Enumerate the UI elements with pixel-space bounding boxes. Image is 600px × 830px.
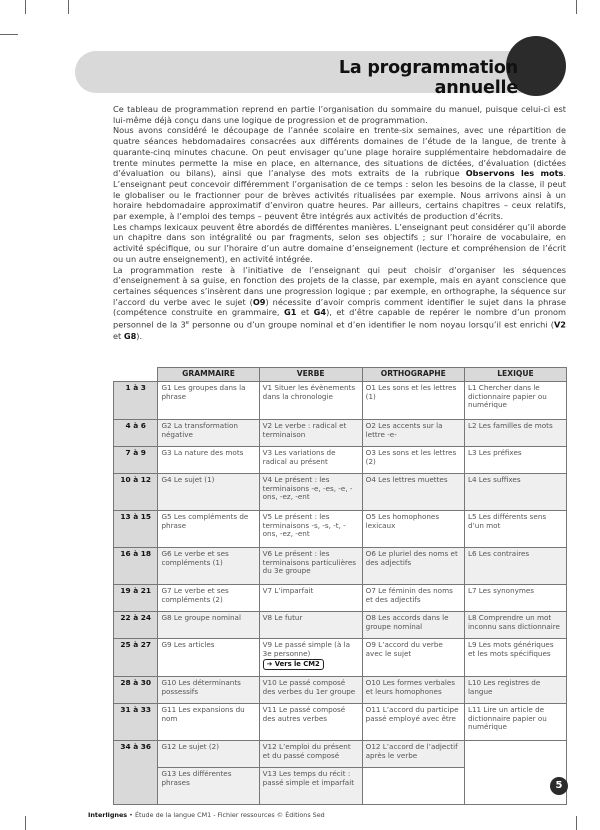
orthographe-cell: O8 Les accords dans le groupe nominal: [362, 612, 464, 639]
verbe-text: V9 Le passé simple (à la 3e personne): [262, 640, 351, 658]
grammaire-cell: G11 Les expansions du nom: [158, 704, 259, 741]
lexique-cell: L4 Les suffixes: [464, 474, 566, 511]
intro-paragraph: Les champs lexicaux peuvent être abordés de différentes manières. L’enseignant peut considérer qu’il aborde un chapitre dans son intégralité ou par fragments, selon ses objectifs ; sur l’horaire de vocabulaire, en activité spécifique, ou sur l’horaire d’un autre domaine d’enseignement (lecture et compréhension de l’écrit ou un autre enseignement), en activité intégrée.: [113, 221, 566, 264]
page-title: La programmation annuelle: [338, 58, 518, 98]
weeks-cell: 10 à 12: [114, 474, 158, 511]
table-row: [114, 639, 567, 677]
orthographe-cell: O5 Les homophones lexicaux: [362, 511, 464, 548]
orthographe-cell: O9 L’accord du verbe avec le sujet: [362, 639, 464, 677]
verbe-cell: V1 Situer les évènements dans la chronologie: [259, 382, 362, 420]
verbe-cell: [259, 639, 362, 677]
verbe-cell: V2 Le verbe : radical et terminaison: [259, 420, 362, 447]
orthographe-cell: O12 L’accord de l’adjectif après le verbe: [362, 741, 464, 768]
verbe-cell: V10 Le passé composé des verbes du 1er groupe: [259, 677, 362, 704]
lexique-cell: [464, 741, 566, 805]
header-corner: [114, 368, 158, 382]
intro-text: [113, 104, 566, 341]
crop-mark: [25, 816, 26, 830]
orthographe-cell: O7 Le féminin des noms et des adjectifs: [362, 585, 464, 612]
table-row: [114, 585, 567, 612]
crop-mark: [576, 0, 577, 14]
table-row: [114, 382, 567, 420]
grammaire-cell: G3 La nature des mots: [158, 447, 259, 474]
orthographe-cell: [362, 768, 464, 805]
verbe-cell: V3 Les variations de radical au présent: [259, 447, 362, 474]
lexique-cell: L3 Les préfixes: [464, 447, 566, 474]
orthographe-cell: O4 Les lettres muettes: [362, 474, 464, 511]
verbe-cell: V4 Le présent : les terminaisons -e, -es, -e, -ons, -ez, -ent: [259, 474, 362, 511]
intro-paragraph: Ce tableau de programmation reprend en partie l’organisation du sommaire du manuel, puisque celui-ci est lui-même déjà conçu dans une logique de progression et de programmation.: [113, 104, 566, 125]
table-row: [114, 612, 567, 639]
lexique-cell: L6 Les contraires: [464, 548, 566, 585]
crop-mark: [25, 0, 26, 14]
crop-mark: [576, 816, 577, 830]
verbe-cell: V7 L’imparfait: [259, 585, 362, 612]
page-number: 5: [550, 777, 568, 795]
header-orthographe: ORTHOGRAPHE: [362, 368, 464, 382]
table-row: [114, 548, 567, 585]
verbe-cell: V5 Le présent : les terminaisons -s, -s, -t, -ons, -ez, -ent: [259, 511, 362, 548]
lexique-cell: L8 Comprendre un mot inconnu sans dictionnaire: [464, 612, 566, 639]
weeks-cell: 1 à 3: [114, 382, 158, 420]
grammaire-cell: G4 Le sujet (1): [158, 474, 259, 511]
grammaire-cell: G6 Le verbe et ses compléments (1): [158, 548, 259, 585]
orthographe-cell: O11 L’accord du participe passé employé avec être: [362, 704, 464, 741]
lexique-cell: L11 Lire un article de dictionnaire papier ou numérique: [464, 704, 566, 741]
orthographe-cell: O2 Les accents sur la lettre -e-: [362, 420, 464, 447]
header-lexique: LEXIQUE: [464, 368, 566, 382]
grammaire-cell: G9 Les articles: [158, 639, 259, 677]
intro-paragraph: La programmation reste à l’initiative de l’enseignant qui peut choisir d’organiser les séquences d’enseignement à sa guise, en fonction des projets de la classe, par exemple, mais en ayant conscience que certaines séquences s’insèrent dans une progression logique ; par exemple, en orthographe, la séquence sur l’accord du verbe avec le sujet (O9) nécessite d’avoir compris comment identifier le sujet dans la phrase (compétence construite en grammaire, G1 et G4), et d’être capable de repérer le nombre d’un pronom personnel de la 3e personne ou d’un groupe nominal et d’en identifier le nom noyau lorsqu’il est enrichi (V2 et G8).: [113, 264, 567, 341]
badge-label: Vers le CM2: [274, 660, 320, 669]
grammaire-cell: G12 Le sujet (2): [158, 741, 259, 768]
orthographe-cell: O6 Le pluriel des noms et des adjectifs: [362, 548, 464, 585]
lexique-cell: L10 Les registres de langue: [464, 677, 566, 704]
intro-paragraph: Nous avons considéré le découpage de l’année scolaire en trente-six semaines, avec une répartition de quatre séances hebdomadaires consacrées aux différents domaines de l’étude de la langue, de trente à quarante-cinq minutes chacune. On peut envisager qu’une plage horaire supplémentaire hebdomadaire de trente minutes permette la mise en place, en alternance, des situations de dictées, d’évaluation (dictées d’évaluation ou bilans), ainsi que l’analyse des mots extraits de la rubrique Observons les mots. L’enseignant peut concevoir différemment l’organisation de ce temps : selon les besoins de la classe, il peut le globaliser ou le fractionner pour de brèves activités ritualisées par exemple. Nous arrivons ainsi à un horaire hebdomadaire approximatif d’environ quatre heures. Par ailleurs, certains chapitres – ceux relatifs, par exemple, à l’emploi des temps – peuvent être intégrés aux activités de production d’écrits.: [113, 125, 566, 222]
programmation-table: [113, 367, 567, 805]
orthographe-cell: O3 Les sons et les lettres (2): [362, 447, 464, 474]
verbe-cell: V11 Le passé composé des autres verbes: [259, 704, 362, 741]
table-row: [114, 447, 567, 474]
weeks-cell: 4 à 6: [114, 420, 158, 447]
header-verbe: VERBE: [259, 368, 362, 382]
lexique-cell: L9 Les mots génériques et les mots spécifiques: [464, 639, 566, 677]
verbe-cell: V12 L’emploi du présent et du passé composé: [259, 741, 362, 768]
lexique-cell: L1 Chercher dans le dictionnaire papier ou numérique: [464, 382, 566, 420]
weeks-cell: 19 à 21: [114, 585, 158, 612]
weeks-cell: 34 à 36: [114, 741, 158, 805]
verbe-cell: V13 Les temps du récit : passé simple et imparfait: [259, 768, 362, 805]
weeks-cell: 31 à 33: [114, 704, 158, 741]
grammaire-cell: G1 Les groupes dans la phrase: [158, 382, 259, 420]
weeks-cell: 16 à 18: [114, 548, 158, 585]
grammaire-cell: G7 Le verbe et ses compléments (2): [158, 585, 259, 612]
verbe-cell: V6 Le présent : les terminaisons particulières du 3e groupe: [259, 548, 362, 585]
table-row: [114, 420, 567, 447]
footer: [88, 811, 325, 819]
footer-text: • Étude de la langue CM1 - Fichier ressources © Éditions Sed: [127, 811, 325, 819]
table-row: [114, 704, 567, 741]
orthographe-cell: O1 Les sons et les lettres (1): [362, 382, 464, 420]
table-row: [114, 474, 567, 511]
lexique-cell: L7 Les synonymes: [464, 585, 566, 612]
weeks-cell: 25 à 27: [114, 639, 158, 677]
weeks-cell: 7 à 9: [114, 447, 158, 474]
table-row: [114, 741, 567, 768]
lexique-cell: L5 Les différents sens d’un mot: [464, 511, 566, 548]
grammaire-cell: G8 Le groupe nominal: [158, 612, 259, 639]
arrow-right-icon: ➔: [266, 660, 273, 669]
table-row: [114, 511, 567, 548]
vers-cm2-badge: [263, 659, 324, 670]
footer-brand: Interlignes: [88, 811, 128, 819]
grammaire-cell: G10 Les déterminants possessifs: [158, 677, 259, 704]
crop-mark: [68, 0, 69, 14]
weeks-cell: 13 à 15: [114, 511, 158, 548]
grammaire-cell: G5 Les compléments de phrase: [158, 511, 259, 548]
weeks-cell: 22 à 24: [114, 612, 158, 639]
lexique-cell: L2 Les familles de mots: [464, 420, 566, 447]
weeks-cell: 28 à 30: [114, 677, 158, 704]
table-header-row: [114, 368, 567, 382]
crop-mark: [0, 34, 18, 35]
table-row: [114, 677, 567, 704]
orthographe-cell: O10 Les formes verbales et leurs homophones: [362, 677, 464, 704]
verbe-cell: V8 Le futur: [259, 612, 362, 639]
grammaire-cell: G13 Les différentes phrases: [158, 768, 259, 805]
header-grammaire: GRAMMAIRE: [158, 368, 259, 382]
grammaire-cell: G2 La transformation négative: [158, 420, 259, 447]
